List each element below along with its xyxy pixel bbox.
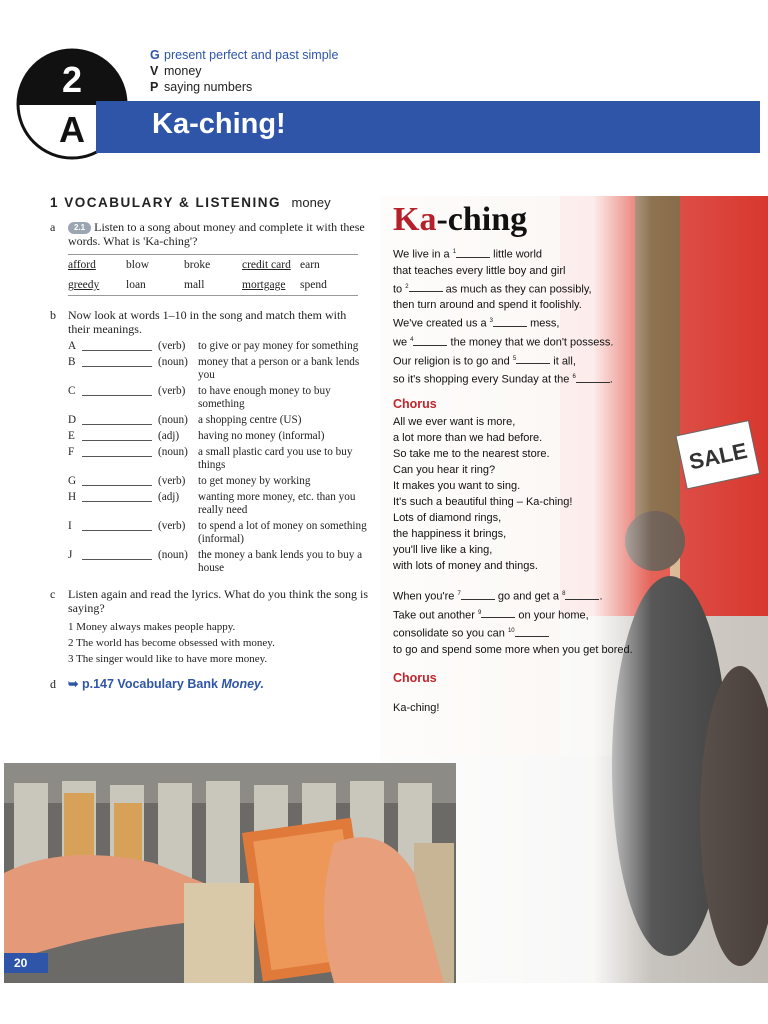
unit-number: 2: [61, 59, 83, 100]
lyric-line: to go and spend some more when you get bored.: [393, 643, 633, 656]
lyric-gap[interactable]: [565, 590, 599, 600]
verse-1: [393, 244, 643, 388]
question-a: a 2.1 Listen to a song about money and complete it with these words. What is 'Ka-ching'?: [50, 220, 365, 249]
definition-row: F (noun) a small plastic card you use to buy things: [68, 446, 353, 472]
focus-grammar: G present perfect and past simple: [150, 48, 339, 62]
definition-row: E (adj) having no money (informal): [68, 430, 325, 443]
answer-blank[interactable]: [82, 520, 152, 531]
svg-text:SALE: SALE: [686, 437, 750, 475]
definition-list: [50, 340, 370, 575]
chorus-heading: Chorus: [393, 396, 437, 411]
lyric-line: We live in a $^1$ little world: [393, 248, 543, 261]
definition-row: A (verb) to give or pay money for something: [68, 340, 359, 353]
question-d: d ➥ p.147 Vocabulary Bank Money.: [50, 677, 264, 692]
verse-2: [393, 586, 643, 658]
lyric-gap[interactable]: [576, 373, 610, 383]
page-number: 20: [4, 953, 48, 973]
lyric-line: so it's shopping every Sunday at the $^6$ .: [393, 373, 613, 386]
vocabulary-bank-link[interactable]: ➥ p.147 Vocabulary Bank Money.: [68, 677, 264, 692]
lyric-line: We've created us a $^3$ mess,: [393, 317, 560, 330]
option-item: 1 Money always makes people happy.: [68, 621, 236, 634]
lyric-line: It's such a beautiful thing – Ka-ching!: [393, 495, 573, 508]
lyric-line: then turn around and spend it foolishly.: [393, 299, 582, 312]
lyric-line: to $^2$ as much as they can possibly,: [393, 283, 592, 296]
answer-blank[interactable]: [82, 385, 152, 396]
definition-row: B (noun) money that a person or a bank lends you: [68, 356, 360, 382]
section-heading: 1 VOCABULARY & LISTENING money: [50, 195, 331, 210]
lyric-gap[interactable]: [409, 282, 443, 292]
cash-register-photo: [4, 763, 456, 983]
answer-blank[interactable]: [82, 414, 152, 425]
unit-letter: A: [59, 109, 85, 150]
lyric-gap[interactable]: [461, 590, 495, 600]
lyric-gap[interactable]: [515, 627, 549, 637]
focus-vocabulary: V money: [150, 64, 202, 78]
lyric-line: Lots of diamond rings,: [393, 511, 502, 524]
definition-row: J (noun) the money a bank lends you to buy a house: [68, 549, 363, 575]
song-lyrics: [393, 198, 643, 716]
chorus: [393, 414, 643, 574]
answer-blank[interactable]: [82, 340, 152, 351]
focus-pronunciation: P saying numbers: [150, 80, 253, 94]
exercise-column: [50, 196, 370, 691]
definition-row: H (adj) wanting more money, etc. than you really need: [68, 491, 356, 517]
word-box: afford blow broke credit card earn greedy loan mall mortgage spend: [68, 254, 358, 296]
audio-track-badge[interactable]: 2.1: [68, 222, 91, 234]
definition-row: I (verb) to spend a lot of money on something (informal): [68, 520, 367, 546]
answer-blank[interactable]: [82, 549, 152, 560]
lyric-line: you'll live like a king,: [393, 543, 493, 556]
song-ending: Ka-ching!: [393, 701, 440, 714]
option-list: [50, 619, 370, 667]
lyric-line: It makes you want to sing.: [393, 479, 521, 492]
chorus-heading: Chorus: [393, 670, 437, 685]
option-item: 3 The singer would like to have more money.: [68, 653, 268, 666]
definition-row: G (verb) to get money by working: [68, 475, 311, 488]
lyric-line: Take out another $^9$ on your home,: [393, 609, 589, 622]
definition-row: D (noun) a shopping centre (US): [68, 414, 302, 427]
lyric-line: Can you hear it ring?: [393, 463, 496, 476]
question-c: c Listen again and read the lyrics. What do you think the song is saying?: [50, 587, 369, 616]
lesson-focus-list: [150, 47, 338, 95]
question-b: b Now look at words 1–10 in the song and match them with their meanings.: [50, 308, 347, 337]
page-title: Ka-ching!: [152, 108, 286, 140]
lyric-line: a lot more than we had before.: [393, 431, 543, 444]
answer-blank[interactable]: [82, 430, 152, 441]
lyric-gap[interactable]: [481, 608, 515, 618]
lyric-line: So take me to the nearest store.: [393, 447, 550, 460]
option-item: 2 The world has become obsessed with money.: [68, 637, 275, 650]
lyric-gap[interactable]: [413, 336, 447, 346]
lyric-line: that teaches every little boy and girl: [393, 264, 566, 277]
answer-blank[interactable]: [82, 491, 152, 502]
answer-blank[interactable]: [82, 356, 152, 367]
lyric-line: with lots of money and things.: [393, 559, 538, 572]
definition-row: C (verb) to have enough money to buy something: [68, 385, 331, 411]
lyric-line: Our religion is to go and $^5$ it all,: [393, 355, 576, 368]
song-title: Ka-ching: [393, 201, 528, 238]
answer-blank[interactable]: [82, 446, 152, 457]
answer-blank[interactable]: [82, 475, 152, 486]
lyric-gap[interactable]: [516, 354, 550, 364]
arrow-right-circle-icon: ➥: [68, 677, 79, 692]
lyric-gap[interactable]: [456, 248, 490, 258]
lyric-line: All we ever want is more,: [393, 415, 516, 428]
lyric-line: consolidate so you can $^{10}$: [393, 623, 643, 642]
lyric-line: the happiness it brings,: [393, 527, 507, 540]
lyric-gap[interactable]: [493, 317, 527, 327]
lyric-line: When you're $^7$ go and get a $^8$ .: [393, 590, 603, 603]
lyric-line: we $^4$ the money that we don't possess.: [393, 336, 614, 349]
